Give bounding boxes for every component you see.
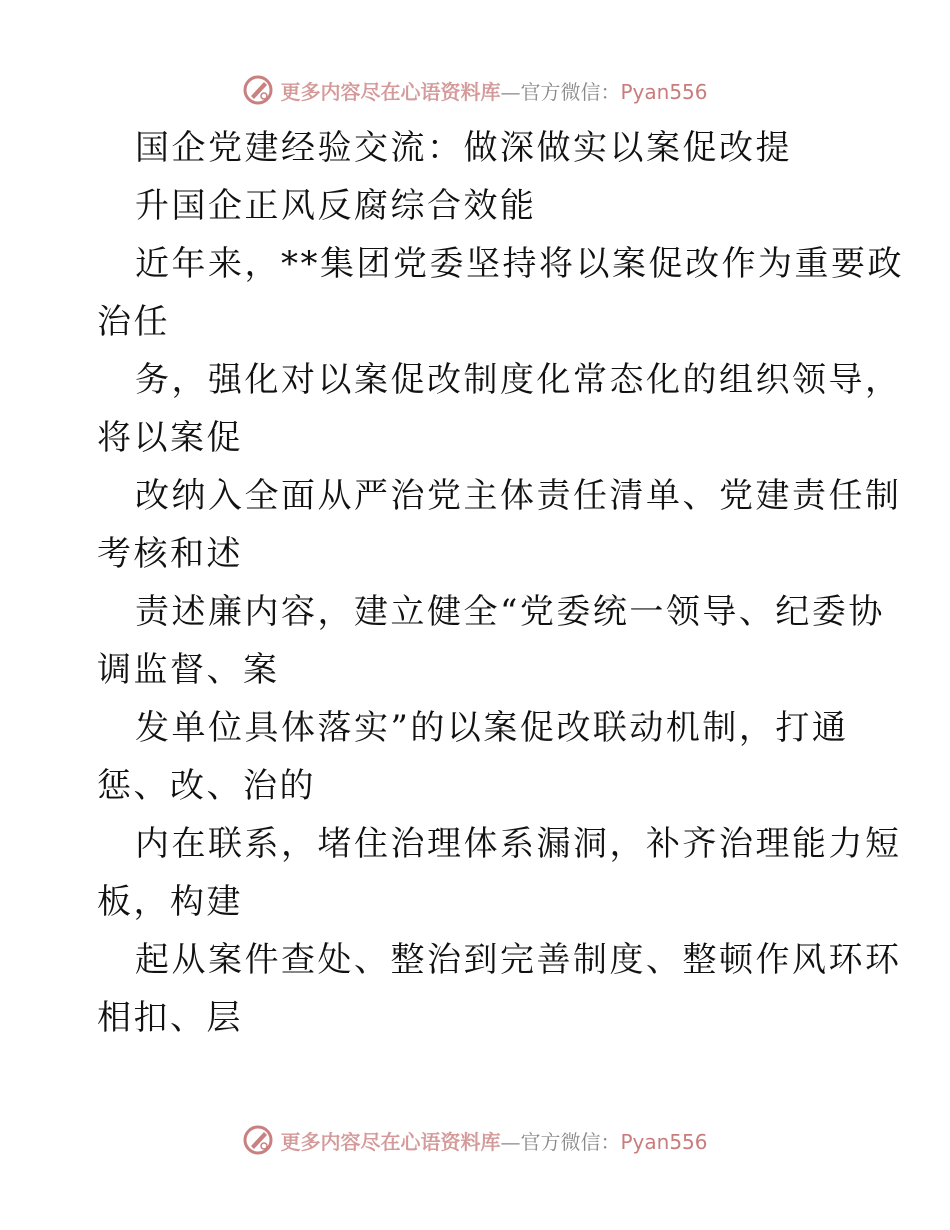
doc-line: 内在联系，堵住治理体系漏洞，补齐治理能力短 <box>135 824 902 864</box>
footer-banner-text <box>280 1126 707 1155</box>
brand-logo-icon <box>242 1124 274 1156</box>
footer-banner-id: Pyan556 <box>620 1129 708 1154</box>
doc-line: 惩、改、治的 <box>97 766 316 806</box>
header-banner-dash: —官方微信： <box>500 79 621 104</box>
doc-line: 考核和述 <box>97 534 243 574</box>
doc-line: 改纳入全面从严治党主体责任清单、党建责任制 <box>135 476 902 516</box>
footer-banner-dash: —官方微信： <box>500 1129 621 1154</box>
doc-line-title-2: 升国企正风反腐综合效能 <box>135 186 537 226</box>
header-banner-text <box>280 76 707 105</box>
doc-line: 务，强化对以案促改制度化常态化的组织领导， <box>135 360 902 400</box>
doc-line: 治任 <box>97 302 170 342</box>
doc-line: 起从案件查处、整治到完善制度、整顿作风环环 <box>135 940 902 980</box>
doc-line: 责述廉内容，建立健全“党委统一领导、纪委协 <box>135 592 885 632</box>
doc-line: 发单位具体落实”的以案促改联动机制，打通 <box>135 708 849 748</box>
doc-line: 近年来，**集团党委坚持将以案促改作为重要政 <box>135 244 904 284</box>
header-banner-main: 更多内容尽在心语资料库 <box>280 79 501 104</box>
footer-banner <box>0 1120 950 1160</box>
doc-line: 相扣、层 <box>97 998 243 1038</box>
doc-line: 将以案促 <box>97 418 243 458</box>
header-banner-id: Pyan556 <box>620 79 708 104</box>
doc-line: 调监督、案 <box>97 650 280 690</box>
doc-line-title-1: 国企党建经验交流：做深做实以案促改提 <box>135 128 792 168</box>
header-banner <box>0 70 950 110</box>
brand-logo-icon <box>242 74 274 106</box>
doc-line: 板，构建 <box>97 882 243 922</box>
footer-banner-main: 更多内容尽在心语资料库 <box>280 1129 501 1154</box>
